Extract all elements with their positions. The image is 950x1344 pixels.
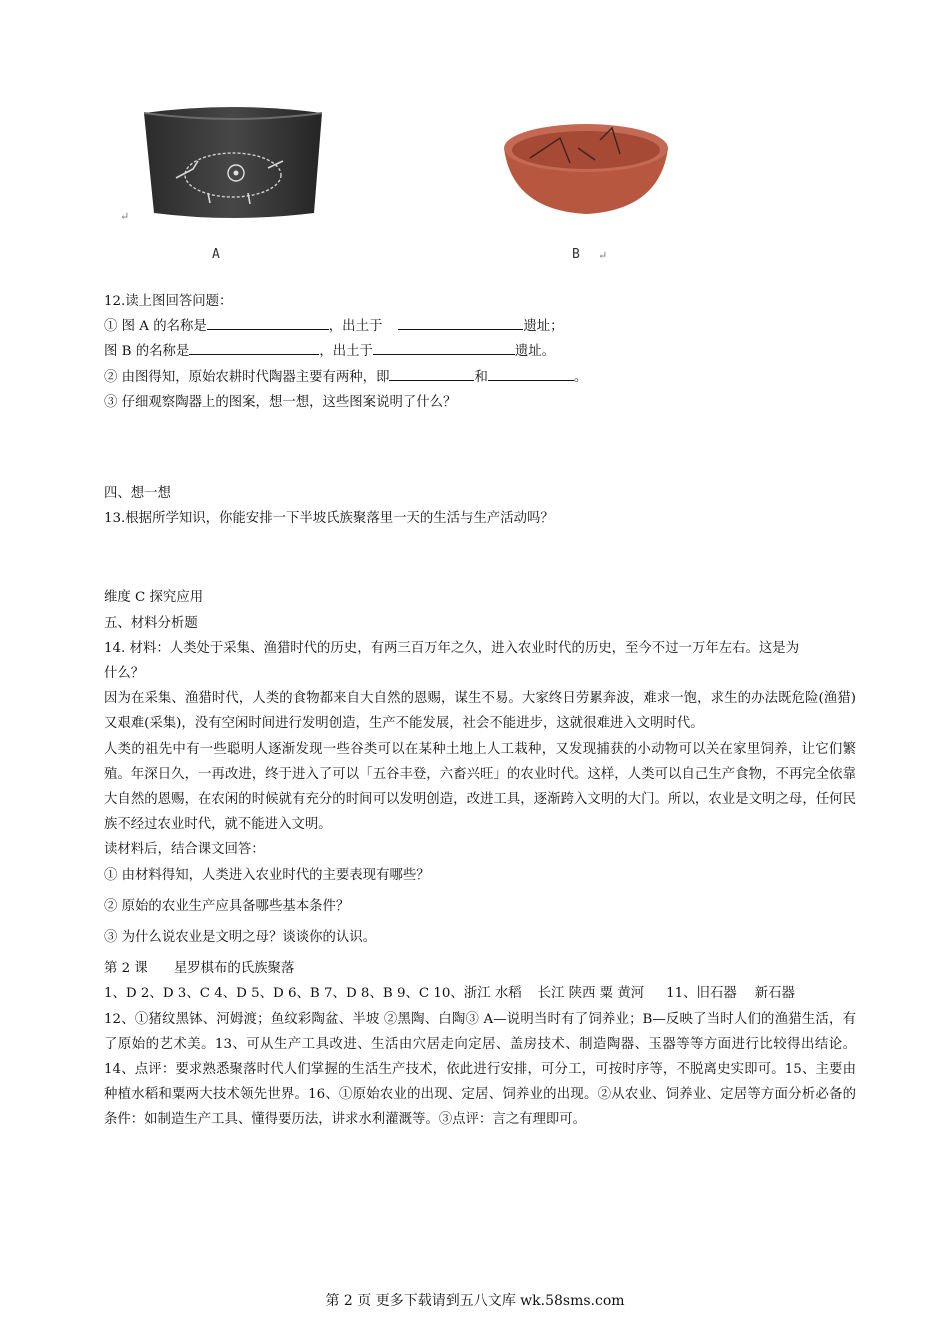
page-footer: 第 2 页 更多下载请到五八文库 wk.58sms.com (325, 1293, 625, 1309)
answer-body: 12、①猪纹黑钵、河姆渡；鱼纹彩陶盆、半坡 ②黑陶、白陶③ A—说明当时有了饲养业；B—反映了当时人们的渔猎生活，有了原始的艺术美。13、可从生产工具改进、生活由穴居走向定居、盖房技术、制造陶器、玉器等等方面进行比较得出结论。14、点评：要求熟悉聚落时代人们掌握的生活生产技术，依此进行安排，可分工，可按时序等，不脱离史实即可。15、主要由种植水稻和粟两大技术领先世界。16、①原始农业的出现、定居、饲养业的出现。②从农业、饲养业、定居等方面分析必备的条件：如制造生产工具、懂得要历法，讲求水利灌溉等。③点评：言之有理即可。 (104, 1011, 856, 1128)
question-12-line-3: ② 由图得知，原始农耕时代陶器主要有两种，即 和 。 (104, 365, 856, 390)
pig-pattern-bowl-image (138, 103, 328, 223)
fish-pattern-basin-image (500, 118, 672, 218)
question-13: 13.根据所学知识，你能安排一下半坡氏族聚落里一天的生活与生产活动吗？ (104, 511, 554, 527)
dimension-c-heading: 维度 C 探究应用 (104, 590, 204, 606)
subquestion-2: ② 原始的农业生产应具备哪些基本条件？ (104, 898, 350, 914)
answer-blank[interactable] (207, 315, 329, 330)
material-paragraph-2: 人类的祖先中有一些聪明人逐渐发现一些谷类可以在某种土地上人工栽种，又发现捕获的小动物可以关在家里饲养，让它们繁殖。年深日久，一再改进，终于进入了可以「五谷丰登，六畜兴旺」的农业时代。这样，人类可以自己生产食物，不再完全依靠大自然的恩赐，在农闲的时候就有充分的时间可以发明创造，改进工具，逐渐跨入文明的大门。所以，农业是文明之母，任何民族不经过农业时代，就不能进入文明。 (104, 741, 856, 833)
question-12-title: 12.读上图回答问题： (104, 294, 233, 309)
document-body (104, 289, 856, 1133)
subquestion-1: ① 由材料得知，人类进入农业时代的主要表现有哪些？ (104, 867, 430, 883)
answer-blank[interactable] (189, 340, 319, 355)
answer-lesson-heading: 第 2 课 星罗棋布的氏族聚落 (104, 961, 295, 977)
question-12-line-1: ① 图 A 的名称是 ，出土于 遗址； (104, 314, 856, 339)
section-5-heading: 五、材料分析题 (104, 615, 198, 631)
subquestion-3: ③ 为什么说农业是文明之母？谈谈你的认识。 (104, 930, 377, 946)
question-14-line-1: 14. 材料：人类处于采集、渔猎时代的历史，有两三百万年之久，进入农业时代的历史，至今不过一万年左右。这是为 (104, 640, 800, 656)
question-12-line-2: 图 B 的名称是 ，出土于 遗址。 (104, 339, 856, 364)
question-14-line-2: 什么？ (104, 666, 145, 682)
answer-blank[interactable] (389, 366, 474, 381)
answer-line-1: 1、D 2、D 3、C 4、D 5、D 6、B 7、D 8、B 9、C 10、浙江 水稻 长江 陕西 粟 黄河 11、旧石器 新石器 (104, 986, 795, 1002)
figure-a-label: A (212, 247, 220, 262)
answer-blank[interactable] (488, 366, 574, 381)
figure-b-label: B (572, 247, 580, 262)
answer-blank[interactable] (373, 340, 515, 355)
answer-blank[interactable] (398, 315, 523, 330)
return-mark: ↵ (598, 249, 608, 262)
material-instruction: 读材料后，结合课文回答： (104, 842, 265, 858)
question-12-line-4: ③ 仔细观察陶器上的图案，想一想，这些图案说明了什么？ (104, 394, 457, 410)
return-mark: ↵ (120, 210, 130, 223)
figure-b-painted-pottery-basin (500, 118, 672, 218)
section-4-heading: 四、想一想 (104, 486, 171, 502)
material-paragraph-1: 因为在采集、渔猎时代，人类的食物都来自大自然的恩赐，谋生不易。大家终日劳累奔波，难求一饱，求生的办法既危险(渔猎)又艰难(采集)，没有空闲时间进行发明创造，生产不能发展，社会不能进步，这就很难进入文明时代。 (104, 691, 856, 732)
figure-a-black-pottery-bowl (138, 103, 328, 223)
